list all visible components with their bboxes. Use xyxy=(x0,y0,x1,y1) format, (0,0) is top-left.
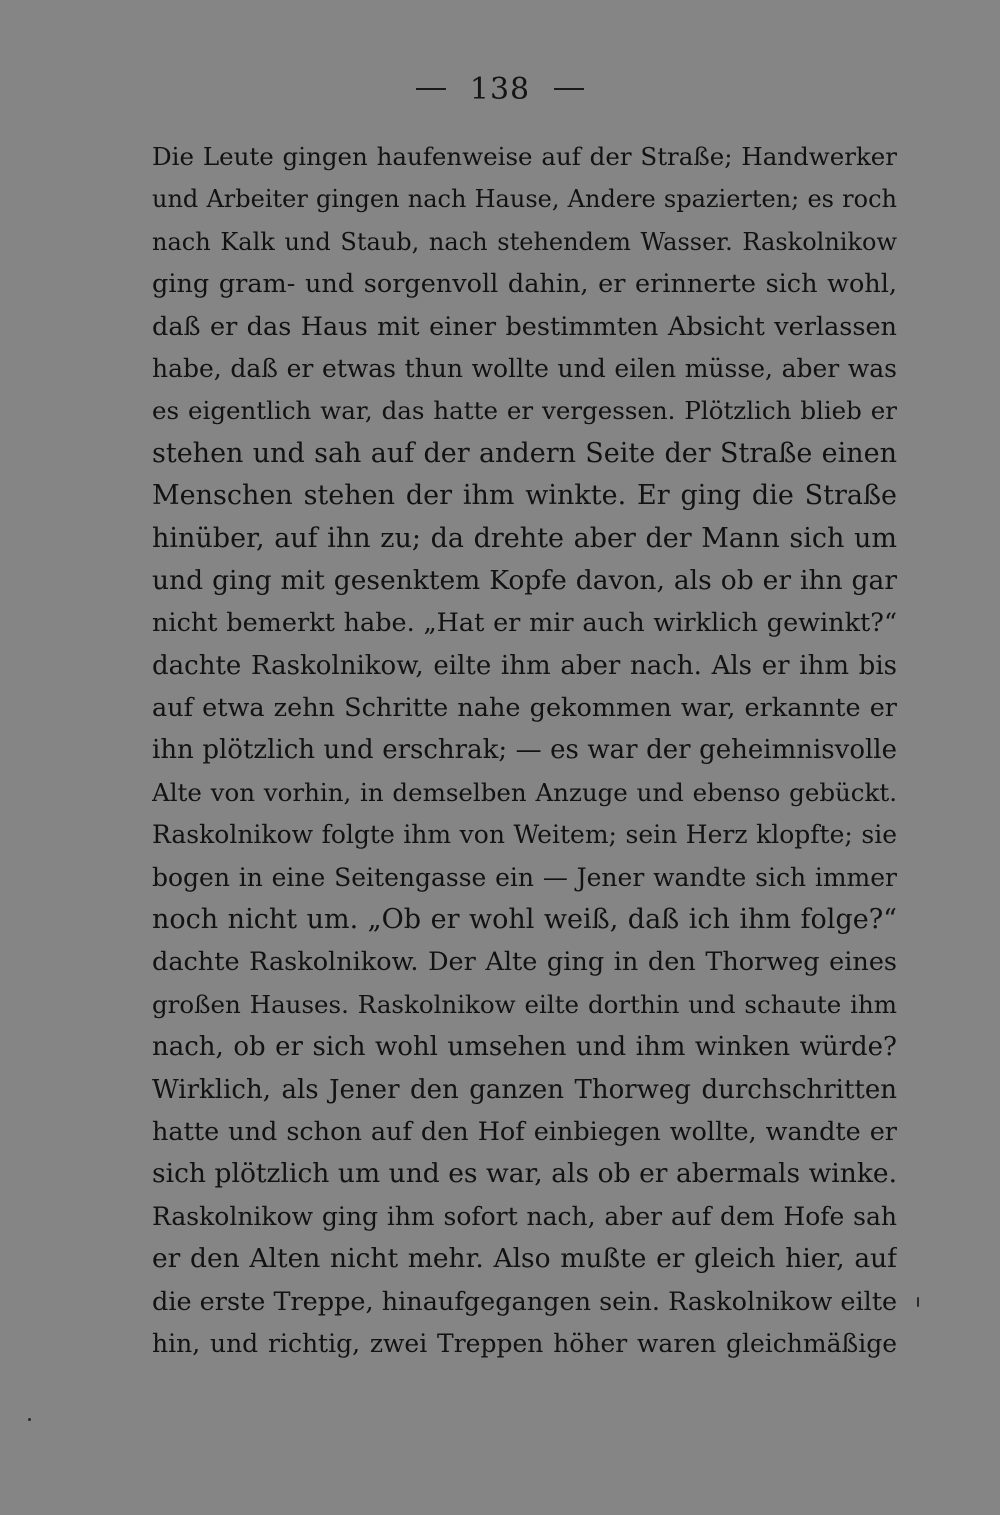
text-line: sich plötzlich um und es war, als ob er abermals winke. xyxy=(152,1158,897,1190)
text-line: hatte und schon auf den Hof einbiegen wollte, wandte er xyxy=(152,1116,897,1147)
text-line: bogen in eine Seitengasse ein — Jener wandte sich immer xyxy=(152,862,897,892)
text-line: er den Alten nicht mehr. Also mußte er gleich hier, auf xyxy=(152,1243,897,1275)
text-line: nicht bemerkt habe. „Hat er mir auch wirklich gewinkt?“ xyxy=(152,608,897,639)
text-line: großen Hauses. Raskolnikow eilte dorthin und schaute ihm xyxy=(152,989,897,1019)
text-line: hin, und richtig, zwei Treppen höher waren gleichmäßige xyxy=(152,1328,897,1358)
page-number-value: 138 xyxy=(469,72,531,107)
page-number-dash-left xyxy=(416,88,446,90)
text-line: Alte von vorhin, in demselben Anzuge und ebenso gebückt. xyxy=(152,777,897,807)
text-line: und Arbeiter gingen nach Hause, Andere spazierten; es roch xyxy=(152,185,897,214)
text-line: auf etwa zehn Schritte nahe gekommen war, erkannte er xyxy=(152,693,897,724)
body-text xyxy=(152,136,897,1365)
text-line: Wirklich, als Jener den ganzen Thorweg durchschritten xyxy=(152,1074,897,1105)
text-line: dachte Raskolnikow, eilte ihm aber nach. Als er ihm bis xyxy=(152,650,897,681)
text-line: ihn plötzlich und erschrak; — es war der geheimnisvolle xyxy=(152,735,897,766)
text-line: dachte Raskolnikow. Der Alte ging in den Thorweg eines xyxy=(152,947,897,978)
text-line: nach, ob er sich wohl umsehen und ihm winken würde? xyxy=(152,1032,897,1063)
page-number xyxy=(0,72,1000,107)
text-line: Menschen stehen der ihm winkte. Er ging die Straße xyxy=(152,480,897,512)
page-number-dash-right xyxy=(554,88,584,90)
text-line: noch nicht um. „Ob er wohl weiß, daß ich ihm folge?“ xyxy=(152,904,897,936)
text-line: daß er das Haus mit einer bestimmten Absicht verlassen xyxy=(152,311,897,342)
text-line: habe, daß er etwas thun wollte und eilen müsse, aber was xyxy=(152,353,897,383)
text-line: Raskolnikow folgte ihm von Weitem; sein Herz klopfte; sie xyxy=(152,820,897,850)
text-line: Raskolnikow ging ihm sofort nach, aber auf dem Hofe sah xyxy=(152,1201,897,1231)
text-line: stehen und sah auf der andern Seite der Straße einen xyxy=(152,437,897,469)
text-line: ging gram- und sorgenvoll dahin, er erinnerte sich wohl, xyxy=(152,269,897,300)
text-line: die erste Treppe, hinaufgegangen sein. Raskolnikow eilte xyxy=(152,1286,897,1317)
text-line: nach Kalk und Staub, nach stehendem Wasser. Raskolnikow xyxy=(152,227,897,256)
paper-speck xyxy=(917,1297,919,1307)
text-line: und ging mit gesenktem Kopfe davon, als ob er ihn gar xyxy=(152,564,897,596)
text-line: Die Leute gingen haufenweise auf der Straße; Handwerker xyxy=(152,142,897,171)
text-line: es eigentlich war, das hatte er vergessen. Plötzlich blieb er xyxy=(152,396,897,426)
text-line: hinüber, auf ihn zu; da drehte aber der Mann sich um xyxy=(152,522,897,554)
paper-speck xyxy=(28,1418,31,1421)
